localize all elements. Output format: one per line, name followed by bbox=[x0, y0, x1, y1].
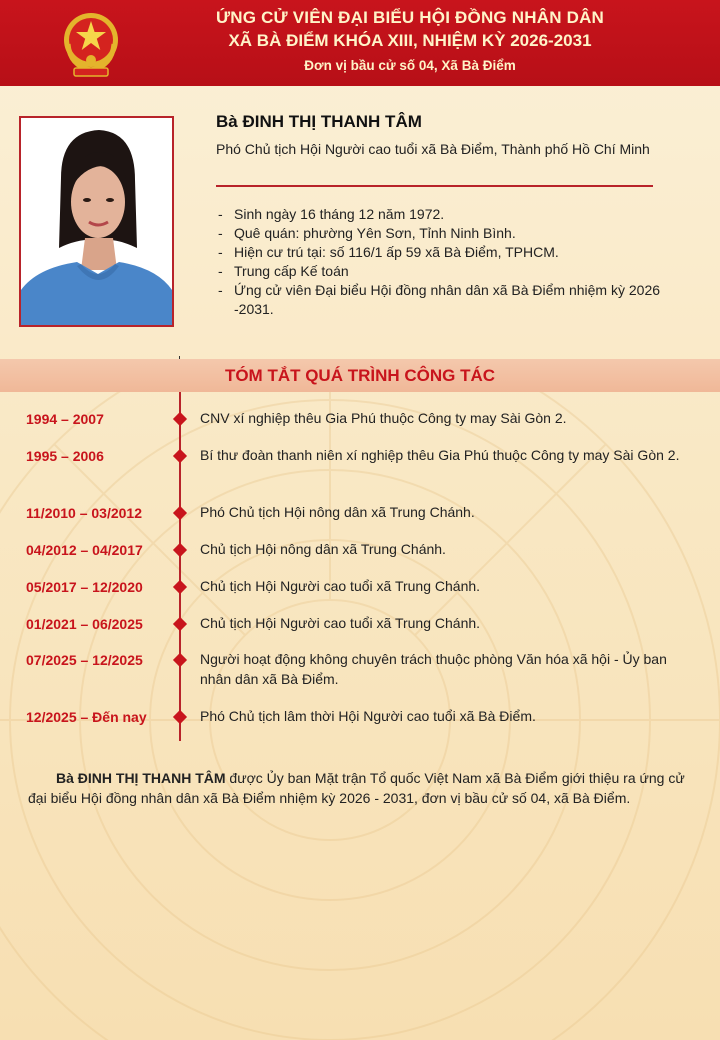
timeline-description: Bí thư đoàn thanh niên xí nghiệp thêu Gia Phú thuộc Công ty may Sài Gòn 2. bbox=[200, 447, 680, 463]
timeline-line bbox=[179, 392, 181, 741]
candidate-photo bbox=[19, 116, 174, 327]
timeline-description: Phó Chủ tịch lâm thời Hội Người cao tuổi xã Bà Điểm. bbox=[200, 708, 536, 724]
timeline-diamond-icon bbox=[173, 506, 187, 520]
header-title-line1: ỨNG CỬ VIÊN ĐẠI BIỂU HỘI ĐỒNG NHÂN DÂN bbox=[215, 8, 605, 27]
timeline-diamond-icon bbox=[173, 543, 187, 557]
timeline-period: 04/2012 – 04/2017 bbox=[26, 542, 143, 558]
timeline-period: 01/2021 – 06/2025 bbox=[26, 616, 143, 632]
timeline-period: 11/2010 – 03/2012 bbox=[26, 505, 143, 521]
header-title-line2: XÃ BÀ ĐIỂM KHÓA XIII, NHIỆM KỲ 2026-2031 bbox=[228, 31, 592, 50]
national-emblem-icon bbox=[60, 4, 122, 84]
fact-residence: - Hiện cư trú tại: số 116/1 ấp 59 xã Bà Điểm, TPHCM. bbox=[216, 243, 696, 262]
timeline-period: 12/2025 – Đến nay bbox=[26, 709, 147, 725]
fact-education: - Trung cấp Kế toán bbox=[216, 262, 696, 281]
timeline-description: CNV xí nghiệp thêu Gia Phú thuộc Công ty may Sài Gòn 2. bbox=[200, 410, 567, 426]
header-banner bbox=[0, 0, 720, 86]
timeline-diamond-icon bbox=[173, 653, 187, 667]
timeline-period: 07/2025 – 12/2025 bbox=[26, 652, 143, 668]
candidate-name: Bà ĐINH THỊ THANH TÂM bbox=[216, 112, 422, 131]
timeline-description: Chủ tịch Hội Người cao tuổi xã Trung Chánh. bbox=[200, 578, 481, 594]
timeline-diamond-icon bbox=[173, 412, 187, 426]
fact-candidacy: - Ứng cử viên Đại biểu Hội đồng nhân dân xã Bà Điểm nhiệm kỳ 2026 -2031. bbox=[216, 281, 696, 319]
closing-candidate-name: Bà ĐINH THỊ THANH TÂM bbox=[56, 770, 226, 786]
timeline-diamond-icon bbox=[173, 580, 187, 594]
timeline-description: Chủ tịch Hội Người cao tuổi xã Trung Chánh. bbox=[200, 615, 481, 631]
timeline-description: Chủ tịch Hội nông dân xã Trung Chánh. bbox=[200, 541, 446, 557]
personal-facts-list bbox=[216, 205, 696, 319]
header-subtitle: Đơn vị bầu cử số 04, Xã Bà Điểm bbox=[304, 58, 516, 73]
candidate-portrait-icon bbox=[21, 118, 172, 325]
timeline-period: 1995 – 2006 bbox=[26, 448, 104, 464]
fact-hometown: - Quê quán: phường Yên Sơn, Tỉnh Ninh Bình. bbox=[216, 224, 696, 243]
closing-paragraph bbox=[28, 768, 692, 808]
closing-text: được Ủy ban Mặt trận Tổ quốc Việt Nam xã Bà Điểm giới thiệu ra ứng cử đại biểu Hội đồng nhân dân xã Bà Điểm nhiệm kỳ 2026 - 2031, đơn vị bầu cử số 04, xã Bà Điểm. bbox=[28, 770, 685, 806]
timeline-diamond-icon bbox=[173, 617, 187, 631]
timeline-period: 05/2017 – 12/2020 bbox=[26, 579, 143, 595]
timeline-description: Phó Chủ tịch Hội nông dân xã Trung Chánh. bbox=[200, 504, 475, 520]
profile-divider bbox=[216, 185, 653, 187]
candidate-position: Phó Chủ tịch Hội Người cao tuổi xã Bà Điểm, Thành phố Hồ Chí Minh bbox=[216, 141, 650, 157]
section-title: TÓM TẮT QUÁ TRÌNH CÔNG TÁC bbox=[224, 366, 496, 385]
timeline-period: 1994 – 2007 bbox=[26, 411, 104, 427]
fact-birth: - Sinh ngày 16 tháng 12 năm 1972. bbox=[216, 205, 696, 224]
timeline-description: Người hoạt động không chuyên trách thuộc phòng Văn hóa xã hội - Ủy ban nhân dân xã Bà Điểm. bbox=[200, 651, 667, 687]
timeline-diamond-icon bbox=[173, 710, 187, 724]
timeline-diamond-icon bbox=[173, 449, 187, 463]
